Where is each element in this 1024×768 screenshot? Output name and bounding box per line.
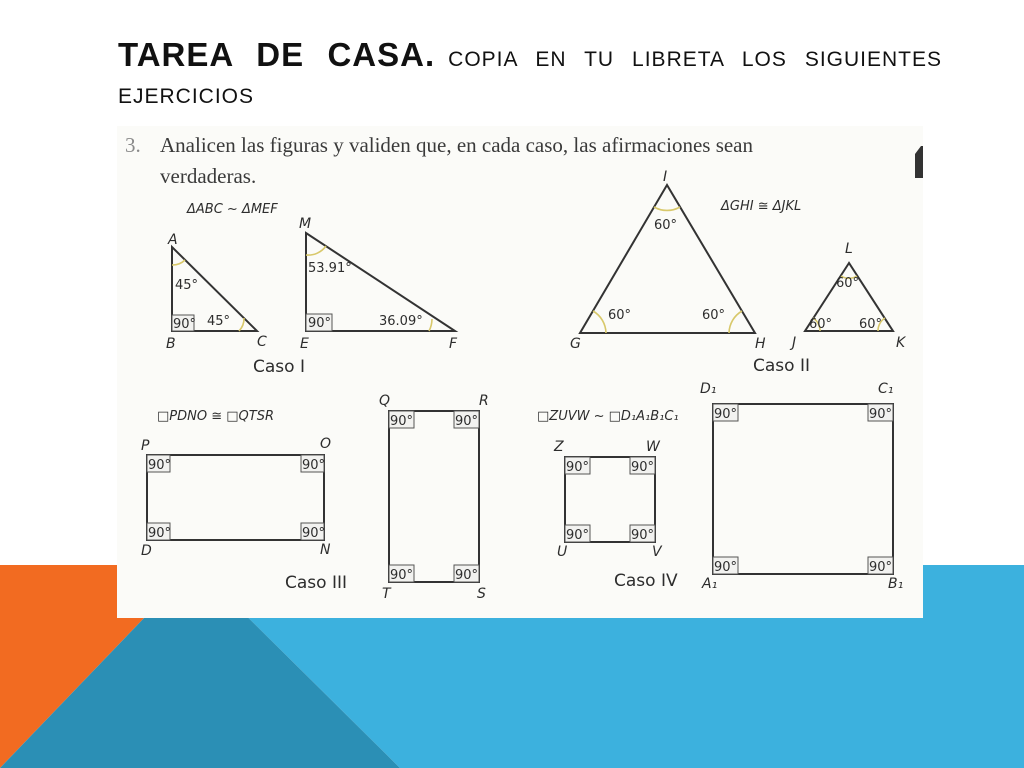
vertex-g: G	[570, 336, 581, 352]
instruction-line2: verdaderas.	[160, 164, 257, 188]
vertex-d1: D₁	[700, 381, 717, 397]
vertex-a1: A₁	[702, 576, 718, 592]
angle-v: 90°	[631, 528, 655, 543]
angle-arc-f	[429, 319, 432, 331]
angle-c: 45°	[207, 314, 231, 329]
angle-l: 60°	[836, 276, 860, 291]
vertex-s: S	[477, 586, 486, 602]
exercise-figures	[117, 126, 923, 618]
angle-b1: 90°	[869, 560, 893, 575]
angle-d: 90°	[148, 526, 172, 541]
angle-p: 90°	[148, 458, 172, 473]
vertex-c: C	[257, 334, 267, 350]
caso2-relation: ΔGHI ≅ ΔJKL	[721, 199, 802, 214]
angle-f: 36.09°	[379, 314, 423, 329]
angle-a1: 90°	[714, 560, 738, 575]
angle-arc-g	[593, 311, 606, 333]
angle-c1: 90°	[869, 407, 893, 422]
title-strong: TAREA DE CASA.	[118, 36, 436, 73]
slide-title	[118, 36, 942, 111]
angle-i: 60°	[654, 218, 678, 233]
vertex-u: U	[557, 544, 568, 560]
angle-j: 60°	[809, 317, 833, 332]
vertex-h: H	[755, 336, 766, 352]
vertex-z: Z	[554, 439, 564, 455]
angle-k: 60°	[859, 317, 883, 332]
angle-arc-m	[306, 246, 326, 255]
rectangle-qtsr	[389, 411, 479, 582]
page-edge-mark	[915, 146, 923, 178]
angle-s: 90°	[455, 568, 479, 583]
vertex-i: I	[663, 169, 668, 185]
angle-z: 90°	[566, 460, 590, 475]
title-rest: COPIA EN TU LIBRETA LOS SIGUIENTES EJERCICIOS	[118, 48, 943, 108]
angle-h: 60°	[702, 308, 726, 323]
instruction-line1: Analicen las figuras y validen que, en cada caso, las afirmaciones sean	[160, 133, 754, 157]
caso4-relation: □ZUVW ~ □D₁A₁B₁C₁	[537, 409, 679, 424]
vertex-d: D	[141, 543, 152, 559]
angle-arc-i	[654, 207, 680, 210]
square-d1a1b1c1	[713, 404, 893, 574]
caso1-relation: ΔABC ~ ΔMEF	[187, 202, 278, 217]
vertex-v: V	[652, 544, 662, 560]
angle-n: 90°	[302, 526, 326, 541]
angle-a: 45°	[175, 278, 199, 293]
angle-d1: 90°	[714, 407, 738, 422]
vertex-j: J	[792, 335, 797, 351]
angle-q: 90°	[390, 414, 414, 429]
angle-g: 60°	[608, 308, 632, 323]
angle-arc-a	[172, 260, 185, 265]
vertex-l: L	[845, 241, 853, 257]
vertex-o: O	[320, 436, 332, 452]
angle-m: 53.91°	[308, 261, 352, 276]
vertex-f: F	[449, 336, 458, 352]
angle-w: 90°	[631, 460, 655, 475]
angle-e: 90°	[308, 316, 332, 331]
exercise-number: 3.	[125, 133, 141, 157]
vertex-b: B	[166, 336, 176, 352]
caso1-caption: Caso I	[253, 357, 305, 377]
vertex-a: A	[168, 232, 178, 248]
caso3-relation: □PDNO ≅ □QTSR	[157, 409, 274, 424]
vertex-c1: C₁	[878, 381, 894, 397]
caso4-caption: Caso IV	[614, 571, 678, 591]
caso2-caption: Caso II	[753, 356, 810, 376]
vertex-w: W	[646, 439, 660, 455]
vertex-p: P	[141, 438, 150, 454]
vertex-k: K	[896, 335, 906, 351]
vertex-b1: B₁	[888, 576, 904, 592]
caso3-caption: Caso III	[285, 573, 347, 593]
rectangle-pdno	[147, 455, 324, 540]
vertex-t: T	[382, 586, 391, 602]
vertex-n: N	[320, 542, 331, 558]
angle-t: 90°	[390, 568, 414, 583]
angle-o: 90°	[302, 458, 326, 473]
vertex-q: Q	[379, 393, 391, 409]
angle-u: 90°	[566, 528, 590, 543]
angle-r: 90°	[455, 414, 479, 429]
angle-arc-c	[239, 318, 244, 331]
exercise-image	[117, 126, 923, 618]
vertex-r: R	[479, 393, 489, 409]
angle-b: 90°	[173, 317, 197, 332]
angle-arc-h	[729, 311, 742, 333]
vertex-m: M	[299, 216, 312, 232]
vertex-e: E	[300, 336, 309, 352]
